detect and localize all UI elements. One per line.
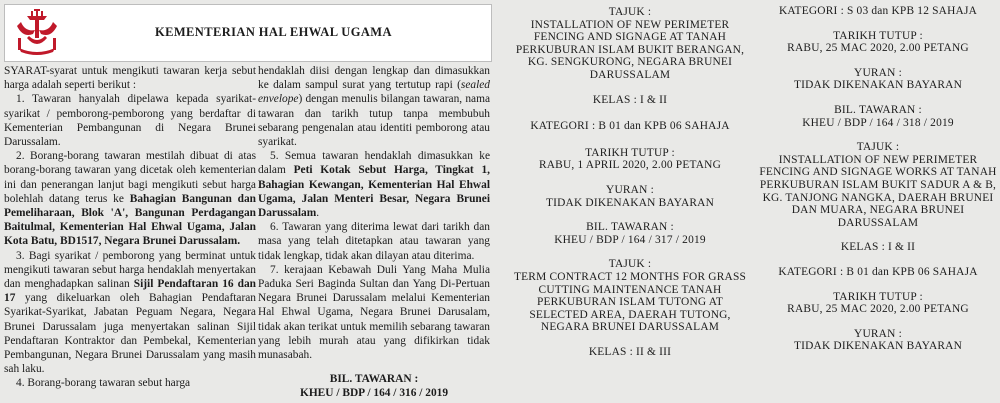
brunei-crest-icon xyxy=(13,8,61,58)
yuran-3-value: TIDAK DIKENAKAN BAYARAN xyxy=(793,340,963,353)
yuran-2-value: TIDAK DIKENAKAN BAYARAN xyxy=(793,79,963,92)
kategori-1: KATEGORI : B 01 dan KPB 06 SAHAJA xyxy=(530,120,730,133)
condition-5: 5. Semua tawaran hendaklah dimasukkan ke dalam Peti Kotak Sebut Harga, Tingkat 1, Bahagian Kewangan, Kementerian Hal Ehwal Ugama, Jalan Menteri Besar, Negara Brunei Darussalam. xyxy=(258,150,490,220)
ministry-title: KEMENTERIAN HAL EHWAL UGAMA xyxy=(155,25,392,39)
bil-tawaran-316-value: KHEU / BDP / 164 / 316 / 2019 xyxy=(299,387,449,400)
tarikh-tutup-2-label: TARIKH TUTUP : xyxy=(833,29,923,42)
tarikh-tutup-1-label: TARIKH TUTUP : xyxy=(585,146,675,159)
condition-2: 2. Borang-borang tawaran mestilah dibuat di atas borang-borang tawaran yang dicetak oleh kementerian ini dan penerangan lanjut bagi mengikuti sebut harga bolehlah datang terus ke Bahagian Bangunan dan Pemeliharaan, Blok 'A', Bangunan Perdagangan Baitulmal, Kementerian Hal Ehwal Ugama, Jalan Kota Batu, BD1517, Negara Brunei Darussalam. xyxy=(4,150,257,248)
bil-tawaran-318-label: BIL. TAWARAN : xyxy=(834,103,922,116)
tajuk-3-label: TAJUK : xyxy=(856,141,900,154)
yuran-1-label: YURAN : xyxy=(606,183,654,196)
tarikh-tutup-3-value: RABU, 25 MAC 2020, 2.00 PETANG xyxy=(787,303,969,316)
kelas-1: KELAS : I & II xyxy=(592,93,668,106)
tajuk-1-label: TAJUK : xyxy=(608,6,652,18)
yuran-3-label: YURAN : xyxy=(854,327,902,340)
kategori-2: KATEGORI : S 03 dan KPB 12 SAHAJA xyxy=(778,5,978,17)
condition-4-continued: hendaklah diisi dengan lengkap dan dimasukkan ke dalam sampul surat yang tertutup rapi (sealed envelope) dengan menulis bilangan tawaran, nama tawaran dan tarikh tutup tanpa membubuh sebarang pengenalan atau identiti pemborong atau syarikat. xyxy=(258,65,490,149)
intro-text: SYARAT-syarat untuk mengikuti tawaran kerja sebut harga adalah seperti berikut : xyxy=(4,65,256,92)
condition-7: 7. kerajaan Kebawah Duli Yang Maha Mulia Paduka Seri Baginda Sultan dan Yang Di-Pertuan Negara Brunei Darussalam melalui Kementerian Hal Ehwal Ugama, Negara Brunei Darusalam, tidak akan terikat untuk memilih sebarang tawaran yang lebih murah atau yang difikirkan tidak munasabah. xyxy=(258,263,490,362)
tarikh-tutup-1-value: RABU, 1 APRIL 2020, 2.00 PETANG xyxy=(538,159,722,172)
tajuk-2-label: TAJUK : xyxy=(608,258,652,271)
tajuk-1-text: INSTALLATION OF NEW PERIMETER FENCING AND SIGNAGE AT TANAH PERKUBURAN ISLAM BUKIT BERANGAN, KG. SENGKURONG, NEGARA BRUNEI DARUSSALAM xyxy=(515,18,745,81)
bil-tawaran-318-value: KHEU / BDP / 164 / 318 / 2019 xyxy=(802,116,954,129)
tajuk-2-text: TERM CONTRACT 12 MONTHS FOR GRASS CUTTING MAINTENANCE TANAH PERKUBURAN ISLAM TUTONG AT SELECTED AREA, DAERAH TUTONG, NEGARA BRUNEI DARUSSALAM xyxy=(513,270,747,334)
notice-column-3 xyxy=(510,6,750,358)
bil-tawaran-317-value: KHEU / BDP / 164 / 317 / 2019 xyxy=(554,233,706,246)
tarikh-tutup-2-value: RABU, 25 MAC 2020, 2.00 PETANG xyxy=(787,42,969,55)
condition-6: 6. Tawaran yang diterima lewat dari tarikh dan masa yang telah ditetapkan atau tawaran yang tidak lengkap, tidak akan dilayan atau diterima. xyxy=(258,221,490,262)
yuran-1-value: TIDAK DIKENAKAN BAYARAN xyxy=(545,196,715,209)
ministry-header xyxy=(4,4,492,62)
condition-4-start: 4. Borang-borang tawaran sebut harga xyxy=(16,377,191,390)
bil-tawaran-316-label: BIL. TAWARAN : xyxy=(329,373,419,386)
kelas-2: KELAS : II & III xyxy=(588,345,672,358)
kelas-3: KELAS : I & II xyxy=(840,241,916,254)
yuran-2-label: YURAN : xyxy=(854,66,902,79)
conditions-column-1 xyxy=(4,64,256,391)
conditions-column-2 xyxy=(258,64,490,401)
tarikh-tutup-3-label: TARIKH TUTUP : xyxy=(833,290,923,303)
tajuk-3-text: INSTALLATION OF NEW PERIMETER FENCING AND SIGNAGE WORKS AT TANAH PERKUBURAN ISLAM BUKIT SADUR A & B, KG. TANJONG NANGKA, DAERAH BRUNEI DAN MUARA, NEGARA BRUNEI DARUSSALAM xyxy=(759,153,997,229)
notice-column-4 xyxy=(758,0,998,353)
bil-tawaran-317-label: BIL. TAWARAN : xyxy=(586,221,674,234)
condition-3: 3. Bagi syarikat / pemborong yang berminat untuk mengikuti tawaran sebut harga hendaklah menyertakan dan menghadapkan salinan Sijil Pendaftaran 16 dan 17 yang dikeluarkan oleh Bahagian Pendaftaran Syarikat-Syarikat, Jabatan Peguam Negara, Negara Brunei Darussalam juga menyertakan salinan Sijil Pendaftaran Kontraktor dan Pembekal, Kementerian Pembangunan, Negara Brunei Darussalam yang masih sah laku. xyxy=(4,249,256,376)
condition-1: 1. Tawaran hanyalah dipelawa kepada syarikat-syarikat / pemborong-pemborong yang berdaftar di Kementerian Pembangunan di Negara Brunei Darussalam. xyxy=(4,93,256,149)
kategori-3: KATEGORI : B 01 dan KPB 06 SAHAJA xyxy=(778,265,978,278)
